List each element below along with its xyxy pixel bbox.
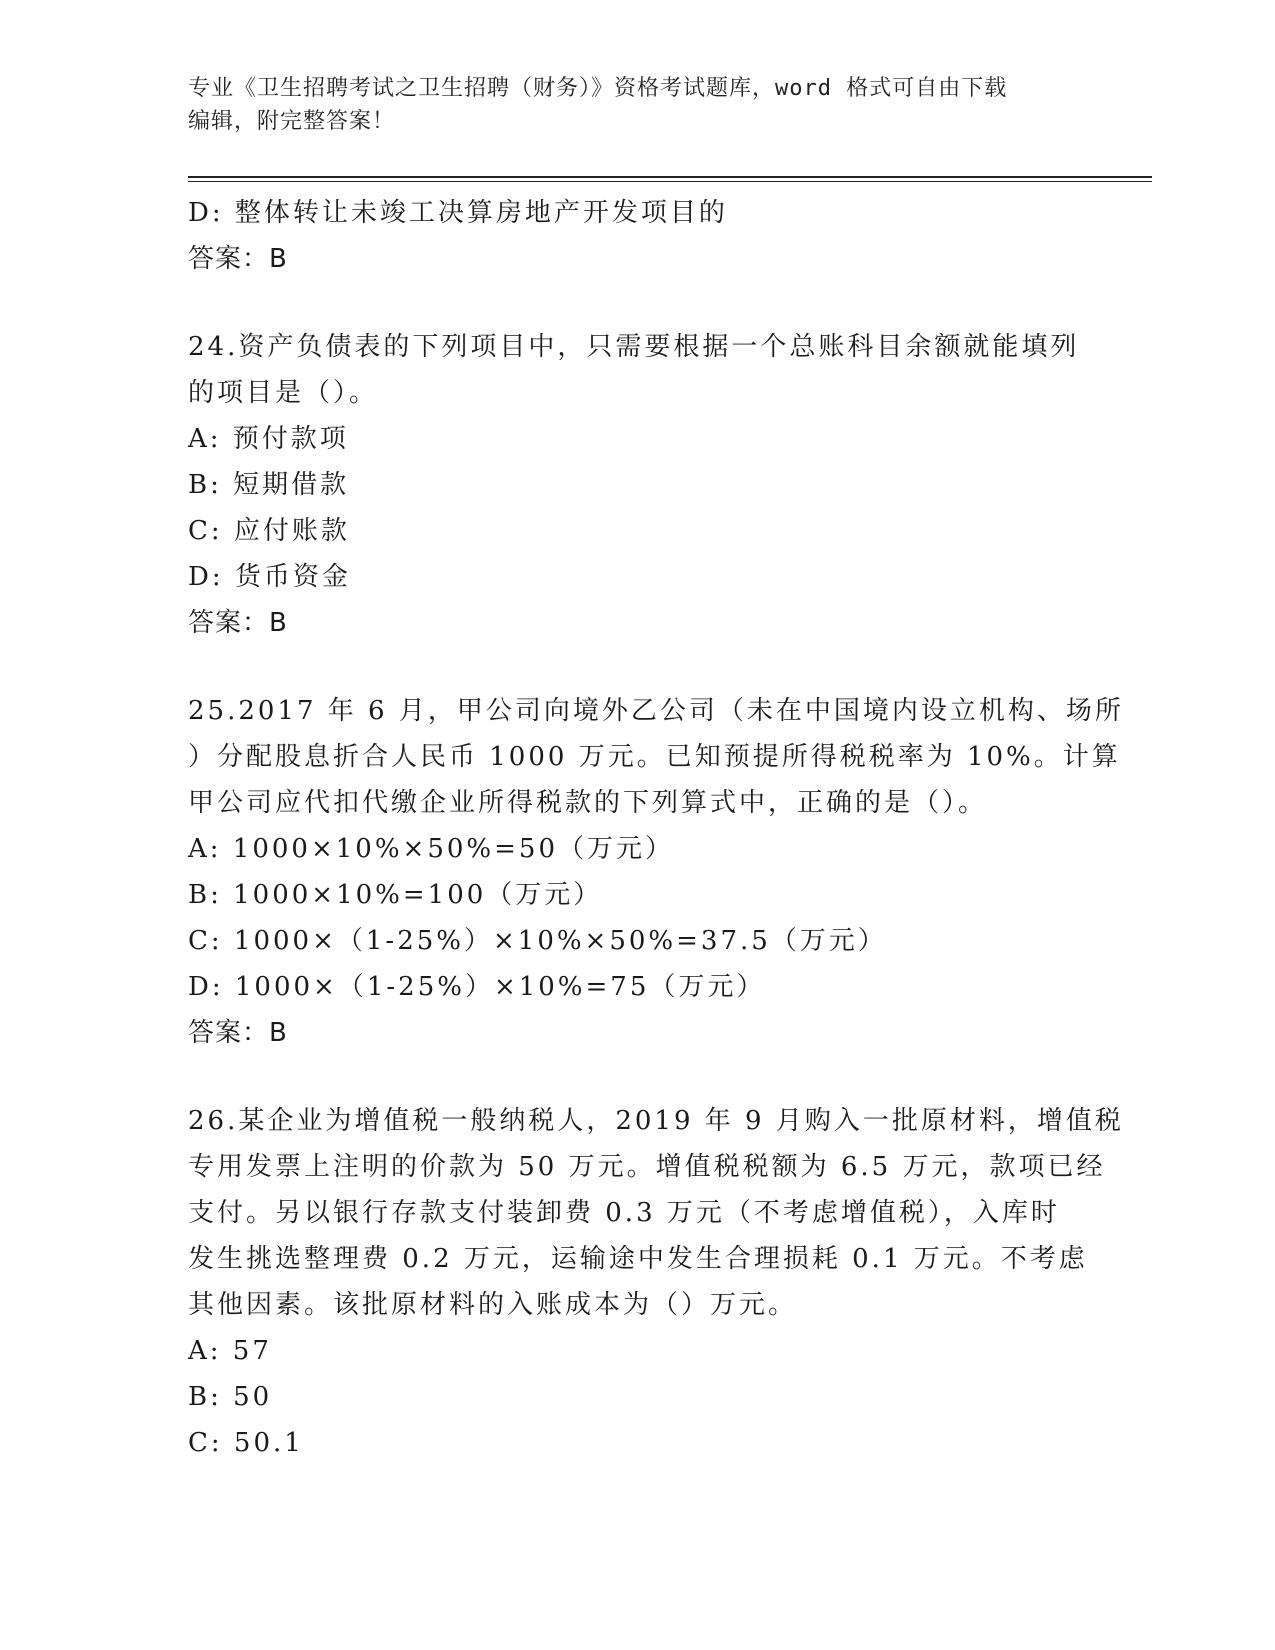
question-text-line: 其他因素。该批原材料的入账成本为（）万元。	[188, 1290, 798, 1320]
question-25	[188, 688, 1124, 1056]
question-text-line: 26.某企业为增值税一般纳税人，2019 年 9 月购入一批原材料，增值税	[188, 1106, 1124, 1136]
question-26	[188, 1098, 1124, 1466]
option-a: A: 预付款项	[188, 424, 349, 454]
answer-line: 答案：B	[188, 608, 288, 638]
option-a: A: 57	[188, 1336, 272, 1366]
option-b: B: 50	[188, 1382, 273, 1412]
answer-line: 答案：B	[188, 244, 288, 274]
option-d: D: 整体转让未竣工决算房地产开发项目的	[188, 198, 728, 228]
header-line-1: 专业《卫生招聘考试之卫生招聘（财务）》资格考试题库，word 格式可自由下载	[188, 76, 1008, 101]
option-c: C: 应付账款	[188, 516, 350, 546]
option-b: B: 短期借款	[188, 470, 350, 500]
option-a: A: 1000×10%×50%=50（万元）	[188, 834, 674, 864]
question-text-line: 专用发票上注明的价款为 50 万元。增值税税额为 6.5 万元，款项已经	[188, 1152, 1106, 1182]
question-list	[188, 190, 1124, 1466]
answer-line: 答案：B	[188, 1018, 288, 1048]
option-c: C: 50.1	[188, 1428, 304, 1458]
question-text-line: 发生挑选整理费 0.2 万元，运输途中发生合理损耗 0.1 万元。不考虑	[188, 1244, 1088, 1274]
question-text-line: 的项目是（）。	[188, 378, 379, 408]
option-b: B: 1000×10%=100（万元）	[188, 880, 603, 910]
header-line-2: 编辑，附完整答案！	[188, 109, 396, 134]
option-d: D: 1000×（1-25%）×10%=75（万元）	[188, 972, 766, 1002]
question-text-line: 24.资产负债表的下列项目中，只需要根据一个总账科目余额就能填列	[188, 332, 1080, 362]
option-c: C: 1000×（1-25%）×10%×50%=37.5（万元）	[188, 926, 887, 956]
question-text-line: 甲公司应代扣代缴企业所得税款的下列算式中，正确的是（）。	[188, 788, 988, 818]
question-text-line: ）分配股息折合人民币 1000 万元。已知预提所得税税率为 10%。计算	[188, 742, 1121, 772]
option-d: D: 货币资金	[188, 562, 351, 592]
document-header	[188, 72, 1068, 138]
header-divider-thin	[188, 181, 1152, 182]
question-24	[188, 324, 1088, 646]
question-text-line: 25.2017 年 6 月，甲公司向境外乙公司（未在中国境内设立机构、场所	[188, 696, 1124, 726]
question-23-tail	[188, 190, 1088, 282]
question-text-line: 支付。另以银行存款支付装卸费 0.3 万元（不考虑增值税），入库时	[188, 1198, 1060, 1228]
header-divider-thick	[188, 176, 1152, 178]
